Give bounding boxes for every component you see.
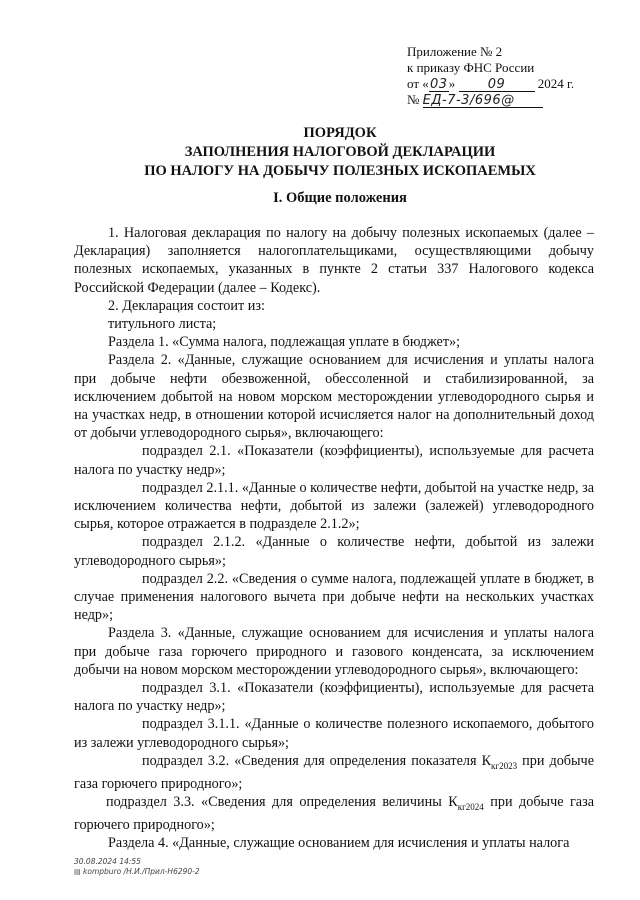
paragraph-14-text-b: при добыче газа горючего природного»; (74, 794, 595, 834)
title-line-1: ПОРЯДОК (303, 125, 377, 141)
paragraph-6: подраздел 2.1. «Показатели (коэффициенты), используемые для расчета налога по участку недр»; (74, 443, 594, 478)
date-mid: » (448, 76, 456, 91)
number-prefix: № (407, 92, 420, 107)
stamp-line-2 (74, 867, 200, 877)
paragraph-9: подраздел 2.2. «Сведения о сумме налога, подлежащей уплате в бюджет, в случае применения налогового вычета при добыче нефти на нескольких участках недр»; (74, 570, 594, 624)
appendix-line-1: Приложение № 2 (407, 44, 503, 59)
paragraph-8: подраздел 2.1.2. «Данные о количестве нефти, добытой из залежи углеводородного сырья»; (74, 534, 594, 569)
paragraph-14-subscript: кг2024 (457, 801, 484, 812)
paragraph-11: подраздел 3.1. «Показатели (коэффициенты), используемые для расчета налога по участку недр»; (74, 680, 594, 715)
paragraph-5: Раздела 2. «Данные, служащие основанием для исчисления и уплаты налога при добыче нефти обезвоженной, обессоленной и стабилизированной, за исключением добытой на новом морском месторождении углеводородного сырья и на участках недр, в отношении которой исчисляется налог на дополнительный доход от добычи углеводородного сырья», включающего: (74, 352, 594, 442)
paragraph-14-text-a: подраздел 3.3. «Сведения для определения величины К (106, 794, 458, 811)
paragraph-10: Раздела 3. «Данные, служащие основанием для исчисления и уплаты налога при добыче газа горючего природного и газового конденсата, за исключением добычи на новом морском месторождении углеводородного сырья», включающего: (74, 625, 594, 678)
appendix-number-line (407, 92, 607, 108)
paragraph-13-text-b: при добыче газа горючего природного»; (74, 752, 594, 792)
date-month: 09 (459, 78, 535, 92)
appendix-date-line (407, 76, 607, 92)
order-number: ЕД-7-3/696@ (423, 94, 543, 108)
paragraph-13-text-a: подраздел 3.2. «Сведения для определения показателя К (142, 752, 492, 769)
date-day: 03 (429, 77, 448, 92)
paragraph-3: титульного листа; (108, 316, 217, 333)
document-icon: ▤ (74, 868, 81, 876)
document-title (70, 124, 610, 181)
paragraph-13 (74, 752, 594, 793)
print-stamp (74, 857, 200, 877)
stamp-line-1: 30.08.2024 14:55 (74, 857, 141, 866)
stamp-line-2-text: kompburo /Н.И./Прил-Н6290-2 (83, 867, 200, 876)
paragraph-4: Раздела 1. «Сумма налога, подлежащая уплате в бюджет»; (108, 334, 461, 351)
date-prefix: от « (407, 76, 429, 91)
paragraph-13-subscript: кг2023 (491, 760, 518, 771)
paragraph-15: Раздела 4. «Данные, служащие основанием для исчисления и уплаты налога (108, 835, 570, 852)
paragraph-7: подраздел 2.1.1. «Данные о количестве нефти, добытой на участке недр, за исключением количества нефти, добытой из залежи (залежей) углеводородного сырья, которое отражается в подразделе 2.1.2»; (74, 479, 594, 533)
paragraph-1: 1. Налоговая декларация по налогу на добычу полезных ископаемых (далее – Декларация) заполняется налогоплательщиками, осуществляющими добычу полезных ископаемых, указанных в пункте 2 статьи 337 Налогового кодекса Российской Федерации (далее – Кодекс). (74, 225, 594, 296)
appendix-line-2: к приказу ФНС России (407, 60, 535, 75)
paragraph-12: подраздел 3.1.1. «Данные о количестве полезного ископаемого, добытого из залежи углеводородного сырья»; (74, 716, 594, 751)
paragraph-2: 2. Декларация состоит из: (108, 297, 265, 314)
appendix-block (407, 44, 607, 108)
section-heading: I. Общие положения (273, 190, 407, 206)
title-line-2: ЗАПОЛНЕНИЯ НАЛОГОВОЙ ДЕКЛАРАЦИИ (184, 144, 496, 160)
title-line-3: ПО НАЛОГУ НА ДОБЫЧУ ПОЛЕЗНЫХ ИСКОПАЕМЫХ (144, 163, 536, 179)
document-body (74, 224, 594, 853)
paragraph-14 (74, 793, 594, 834)
date-year: 2024 г. (537, 76, 575, 91)
